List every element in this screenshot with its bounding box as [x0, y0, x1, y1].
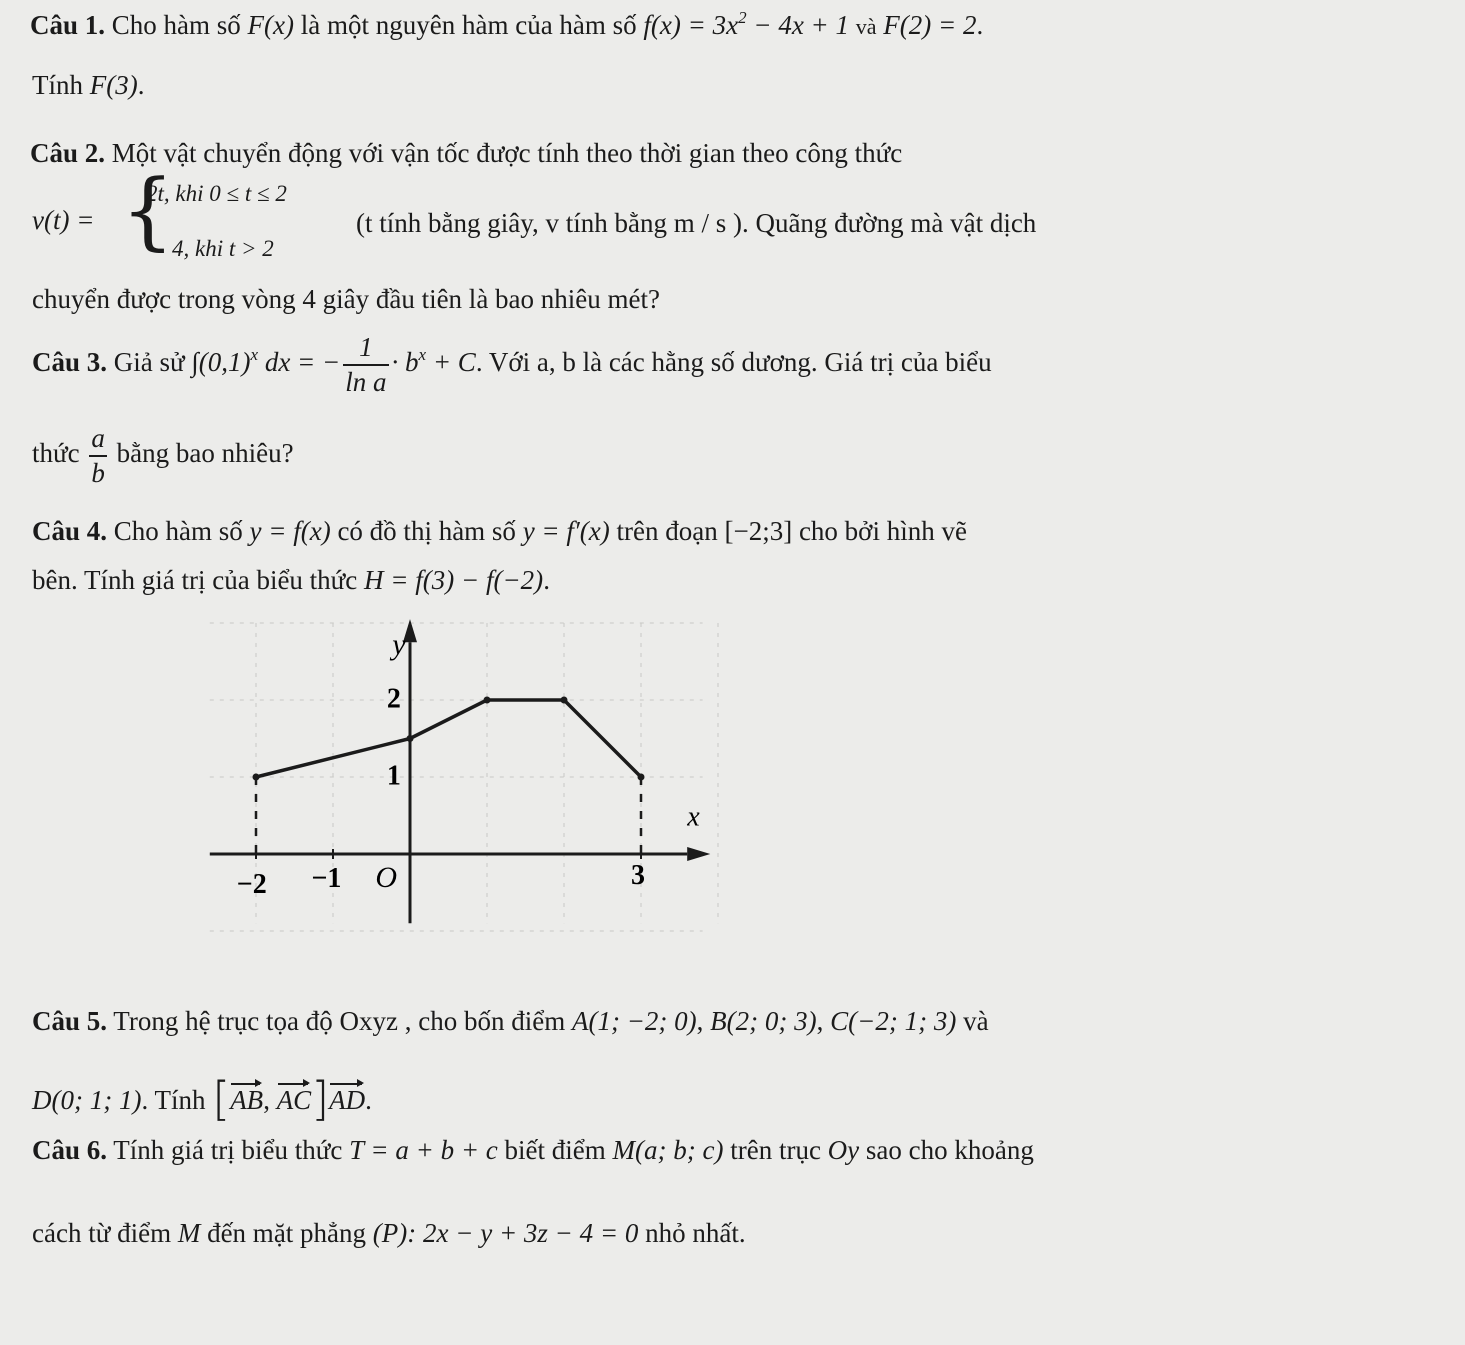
x-tick-label-3: 3: [630, 860, 645, 891]
point-D: D(0; 1; 1): [32, 1085, 142, 1115]
curve-point: [484, 697, 491, 704]
point-C: C(−2; 1; 3): [830, 1006, 957, 1036]
piecewise-brace: {: [121, 161, 175, 259]
function-f: $f(x) = 3x^2 - 4x + 1$: [643, 8, 850, 40]
question-6-label: Câu 6.: [32, 1135, 108, 1165]
y-tick-label-2: 2: [386, 683, 401, 715]
question-2-label: Câu 2.: [30, 138, 106, 168]
point-B: B(2; 0; 3): [710, 1006, 817, 1036]
question-6-line-1: Câu 6. Tính giá trị biểu thức T = a + b + c biết điểm M(a; b; c) trên trục Oy sao cho khoảng: [32, 1135, 1034, 1165]
x-tick-label-minus-1: −1: [311, 863, 342, 894]
question-5-line-1: Câu 5. Trong hệ trục tọa độ Oxyz , cho bốn điểm A(1; −2; 0), B(2; 0; 3), C(−2; 1; 3) và: [32, 1006, 989, 1036]
vector-AD: AD: [329, 1085, 366, 1115]
point-A: A(1; −2; 0): [571, 1006, 697, 1036]
question-4-line-2: bên. Tính giá trị của biểu thức H = f(3) − f(−2).: [32, 565, 550, 595]
condition-F2: F(2) = 2: [883, 10, 977, 40]
graph-guides: [256, 777, 641, 854]
graph-curve: [253, 697, 645, 781]
curve-point: [407, 735, 414, 742]
question-3-label: Câu 3.: [32, 347, 108, 378]
question-5-line-2: D(0; 1; 1). Tính [AB, AC]AD.: [32, 1072, 372, 1126]
derivative-curve-line: [256, 700, 641, 777]
piecewise-case-2: 4, khi t > 2: [172, 236, 274, 261]
origin-label: O: [375, 861, 398, 894]
x-tick-label-minus-2: −2: [236, 869, 267, 900]
curve-point: [561, 697, 568, 704]
integral-expression: $\int(0,1)^x$ dx = −: [191, 345, 341, 378]
question-5-label: Câu 5.: [32, 1006, 108, 1036]
x-axis-arrow: [687, 847, 710, 861]
piecewise-case-1: 2t, khi 0 ≤ t ≤ 2: [146, 181, 287, 206]
fraction-a-over-b: $\frac{a}{b}$: [91, 423, 105, 488]
velocity-function-label: v(t) =: [32, 205, 95, 235]
y-axis-label: y: [392, 627, 406, 661]
x-axis-label: x: [687, 801, 700, 833]
vector-AC: AC: [276, 1085, 312, 1115]
question-2-line-1: Câu 2. Một vật chuyển động với vận tốc được tính theo thời gian theo công thức: [30, 138, 903, 168]
question-6-line-2: cách từ điểm M đến mặt phẳng (P): 2x − y + 3z − 4 = 0 nhỏ nhất.: [32, 1218, 746, 1248]
question-4-line-1: Câu 4. Cho hàm số y = f(x) có đồ thị hàm số y = f′(x) trên đoạn [−2;3] cho bởi hình vẽ: [32, 516, 967, 546]
question-1-line-2: Tính F(3).: [32, 70, 145, 100]
question-4-label: Câu 4.: [32, 516, 108, 546]
question-3-line-2: thức $\frac{a}{b}$ bằng bao nhiêu?: [32, 423, 294, 488]
vector-AB: AB: [230, 1085, 264, 1115]
question-2-units: (t tính bằng giây, v tính bằng m / s ). Quãng đường mà vật dịch: [356, 208, 1037, 238]
question-3-line-1: Câu 3. Giả sử $\int(0,1)^x$ dx = − $\frac{1}{\text{ln a}}$ · $b^x + C$. Với a, b là các hằng số dương. Giá trị của biểu: [32, 332, 992, 397]
question-2-line-3: chuyển được trong vòng 4 giây đầu tiên là bao nhiêu mét?: [32, 284, 660, 314]
fraction-1-over-ln-a: $\frac{1}{\text{ln a}}$: [345, 332, 387, 397]
question-1-label: Câu 1.: [30, 10, 106, 40]
F-of-x: F(x): [247, 10, 294, 40]
y-tick-label-1: 1: [386, 760, 401, 792]
question-1-line-1: Câu 1. Cho hàm số F(x) là một nguyên hàm của hàm số $f(x) = 3x^2 - 4x + 1$ và F(2) = 2.: [30, 8, 984, 40]
